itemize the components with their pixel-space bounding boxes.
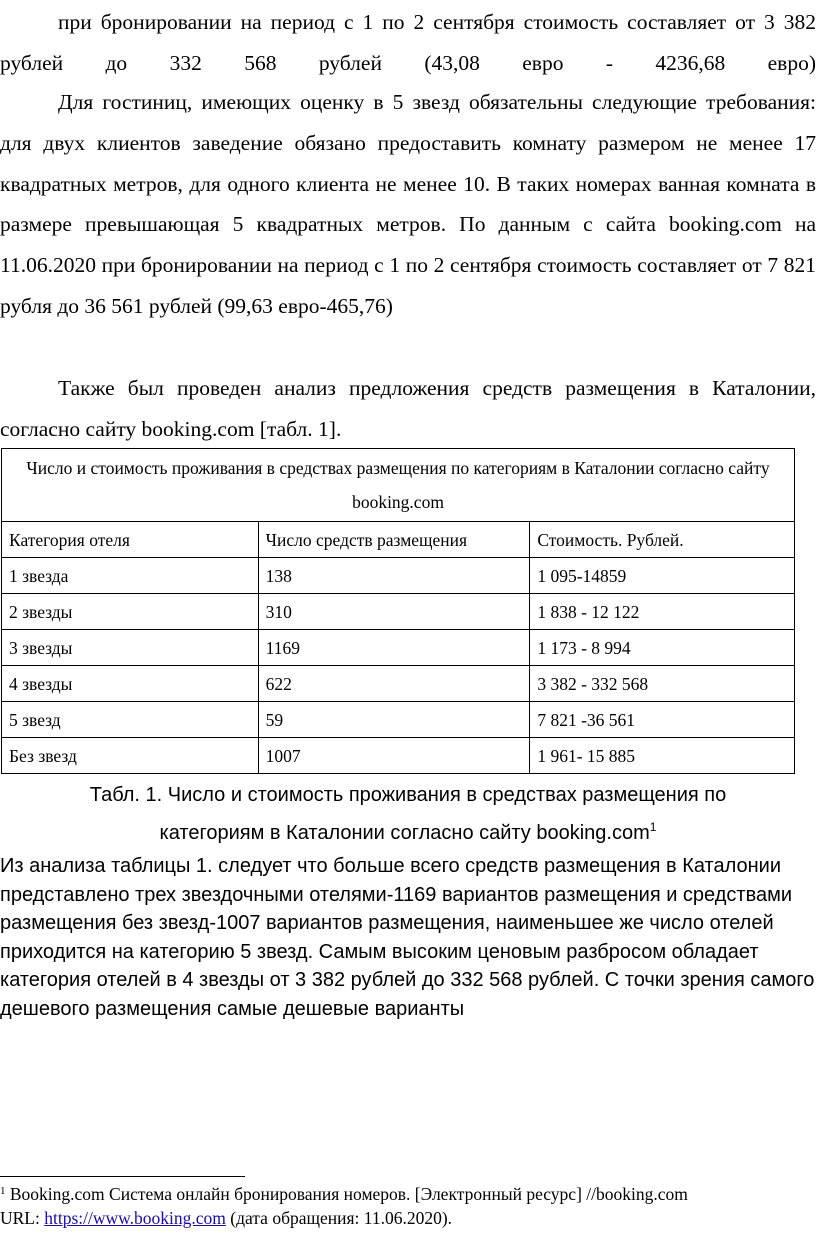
column-header-count: Число средств размещения [258, 522, 530, 558]
footnote-line-1 [0, 1182, 816, 1206]
cost-cell: 3 382 - 332 568 [530, 666, 795, 702]
paragraph-five-star-requirements: Для гостиниц, имеющих оценку в 5 звезд обязательны следующие требования: для двух клиентов заведение обязано предоставить комнату размером не менее 17 квадратных метров, для одного клиента не менее 10. В таких номерах ванная комната в размере превышающая 5 квадратных метров. По данным с сайта booking.com на 11.06.2020 при бронировании на период с 1 по 2 сентября стоимость составляет от 7 821 рубля до 36 561 рублей (99,63 евро-465,76) [0, 90, 816, 318]
table-caption-text: категориям в Каталонии согласно сайту booking.com [159, 822, 650, 844]
footnote-line-2 [0, 1206, 816, 1230]
cost-cell: 1 961- 15 885 [530, 738, 795, 774]
table-caption-row [2, 449, 795, 522]
table-row [2, 630, 795, 666]
category-cell: Без звезд [2, 738, 259, 774]
paragraph-table-analysis: Из анализа таблицы 1. следует что больше всего средств размещения в Каталонии представлено трех звездочными отелями-1169 вариантов размещения и средствами размещения без звезд-1007 вариантов размещения, наименьшее же число отелей приходится на категорию 5 звезд. Самым высоким ценовым разбросом обладает категория отелей в 4 звезды от 3 382 рублей до 332 568 рублей. С точки зрения самого дешевого размещения самые дешевые варианты [0, 855, 815, 1020]
category-cell: 2 звезды [2, 594, 259, 630]
cost-cell: 1 095-14859 [530, 558, 795, 594]
table-caption [0, 776, 816, 852]
table-caption-line-1: Табл. 1. Число и стоимость проживания в средствах размещения по [89, 784, 727, 806]
footnote-access-date: (дата обращения: 11.06.2020). [230, 1208, 453, 1228]
footnote-divider [0, 1176, 245, 1177]
category-cell: 4 звезды [2, 666, 259, 702]
paragraph-price-range: при бронировании на период с 1 по 2 сентября стоимость составляет от 3 382 рублей до 332 568 рублей (43,08 евро - 4236,68 евро) [0, 10, 816, 75]
count-cell: 59 [258, 702, 530, 738]
table-header-row [2, 522, 795, 558]
table-caption-line-2 [0, 814, 816, 852]
table-row [2, 594, 795, 630]
paragraph-catalonia-analysis: Также был проведен анализ предложения средств размещения в Каталонии, согласно сайту booking.com [табл. 1]. [0, 376, 816, 441]
column-header-category: Категория отеля [2, 522, 259, 558]
count-cell: 1169 [258, 630, 530, 666]
category-cell: 5 звезд [2, 702, 259, 738]
table-title: Число и стоимость проживания в средствах размещения по категориям в Каталонии согласно сайту booking.com [2, 449, 795, 522]
footnote-text: Booking.com Система онлайн бронирования номеров. [Электронный ресурс] //booking.com [9, 1184, 688, 1204]
table-row [2, 702, 795, 738]
count-cell: 138 [258, 558, 530, 594]
footnote [0, 1182, 816, 1230]
cost-cell: 7 821 -36 561 [530, 702, 795, 738]
footnote-marker: 1 [0, 1185, 6, 1197]
count-cell: 310 [258, 594, 530, 630]
category-cell: 1 звезда [2, 558, 259, 594]
count-cell: 1007 [258, 738, 530, 774]
category-cell: 3 звезды [2, 630, 259, 666]
table-row [2, 558, 795, 594]
cost-cell: 1 838 - 12 122 [530, 594, 795, 630]
cost-cell: 1 173 - 8 994 [530, 630, 795, 666]
column-header-cost: Стоимость. Рублей. [530, 522, 795, 558]
count-cell: 622 [258, 666, 530, 702]
accommodation-table [1, 448, 795, 774]
table-row [2, 666, 795, 702]
footnote-url-label: URL: [0, 1208, 45, 1228]
footnote-link[interactable]: https://www.booking.com [44, 1208, 226, 1228]
footnote-reference[interactable]: 1 [649, 820, 657, 834]
table-row [2, 738, 795, 774]
